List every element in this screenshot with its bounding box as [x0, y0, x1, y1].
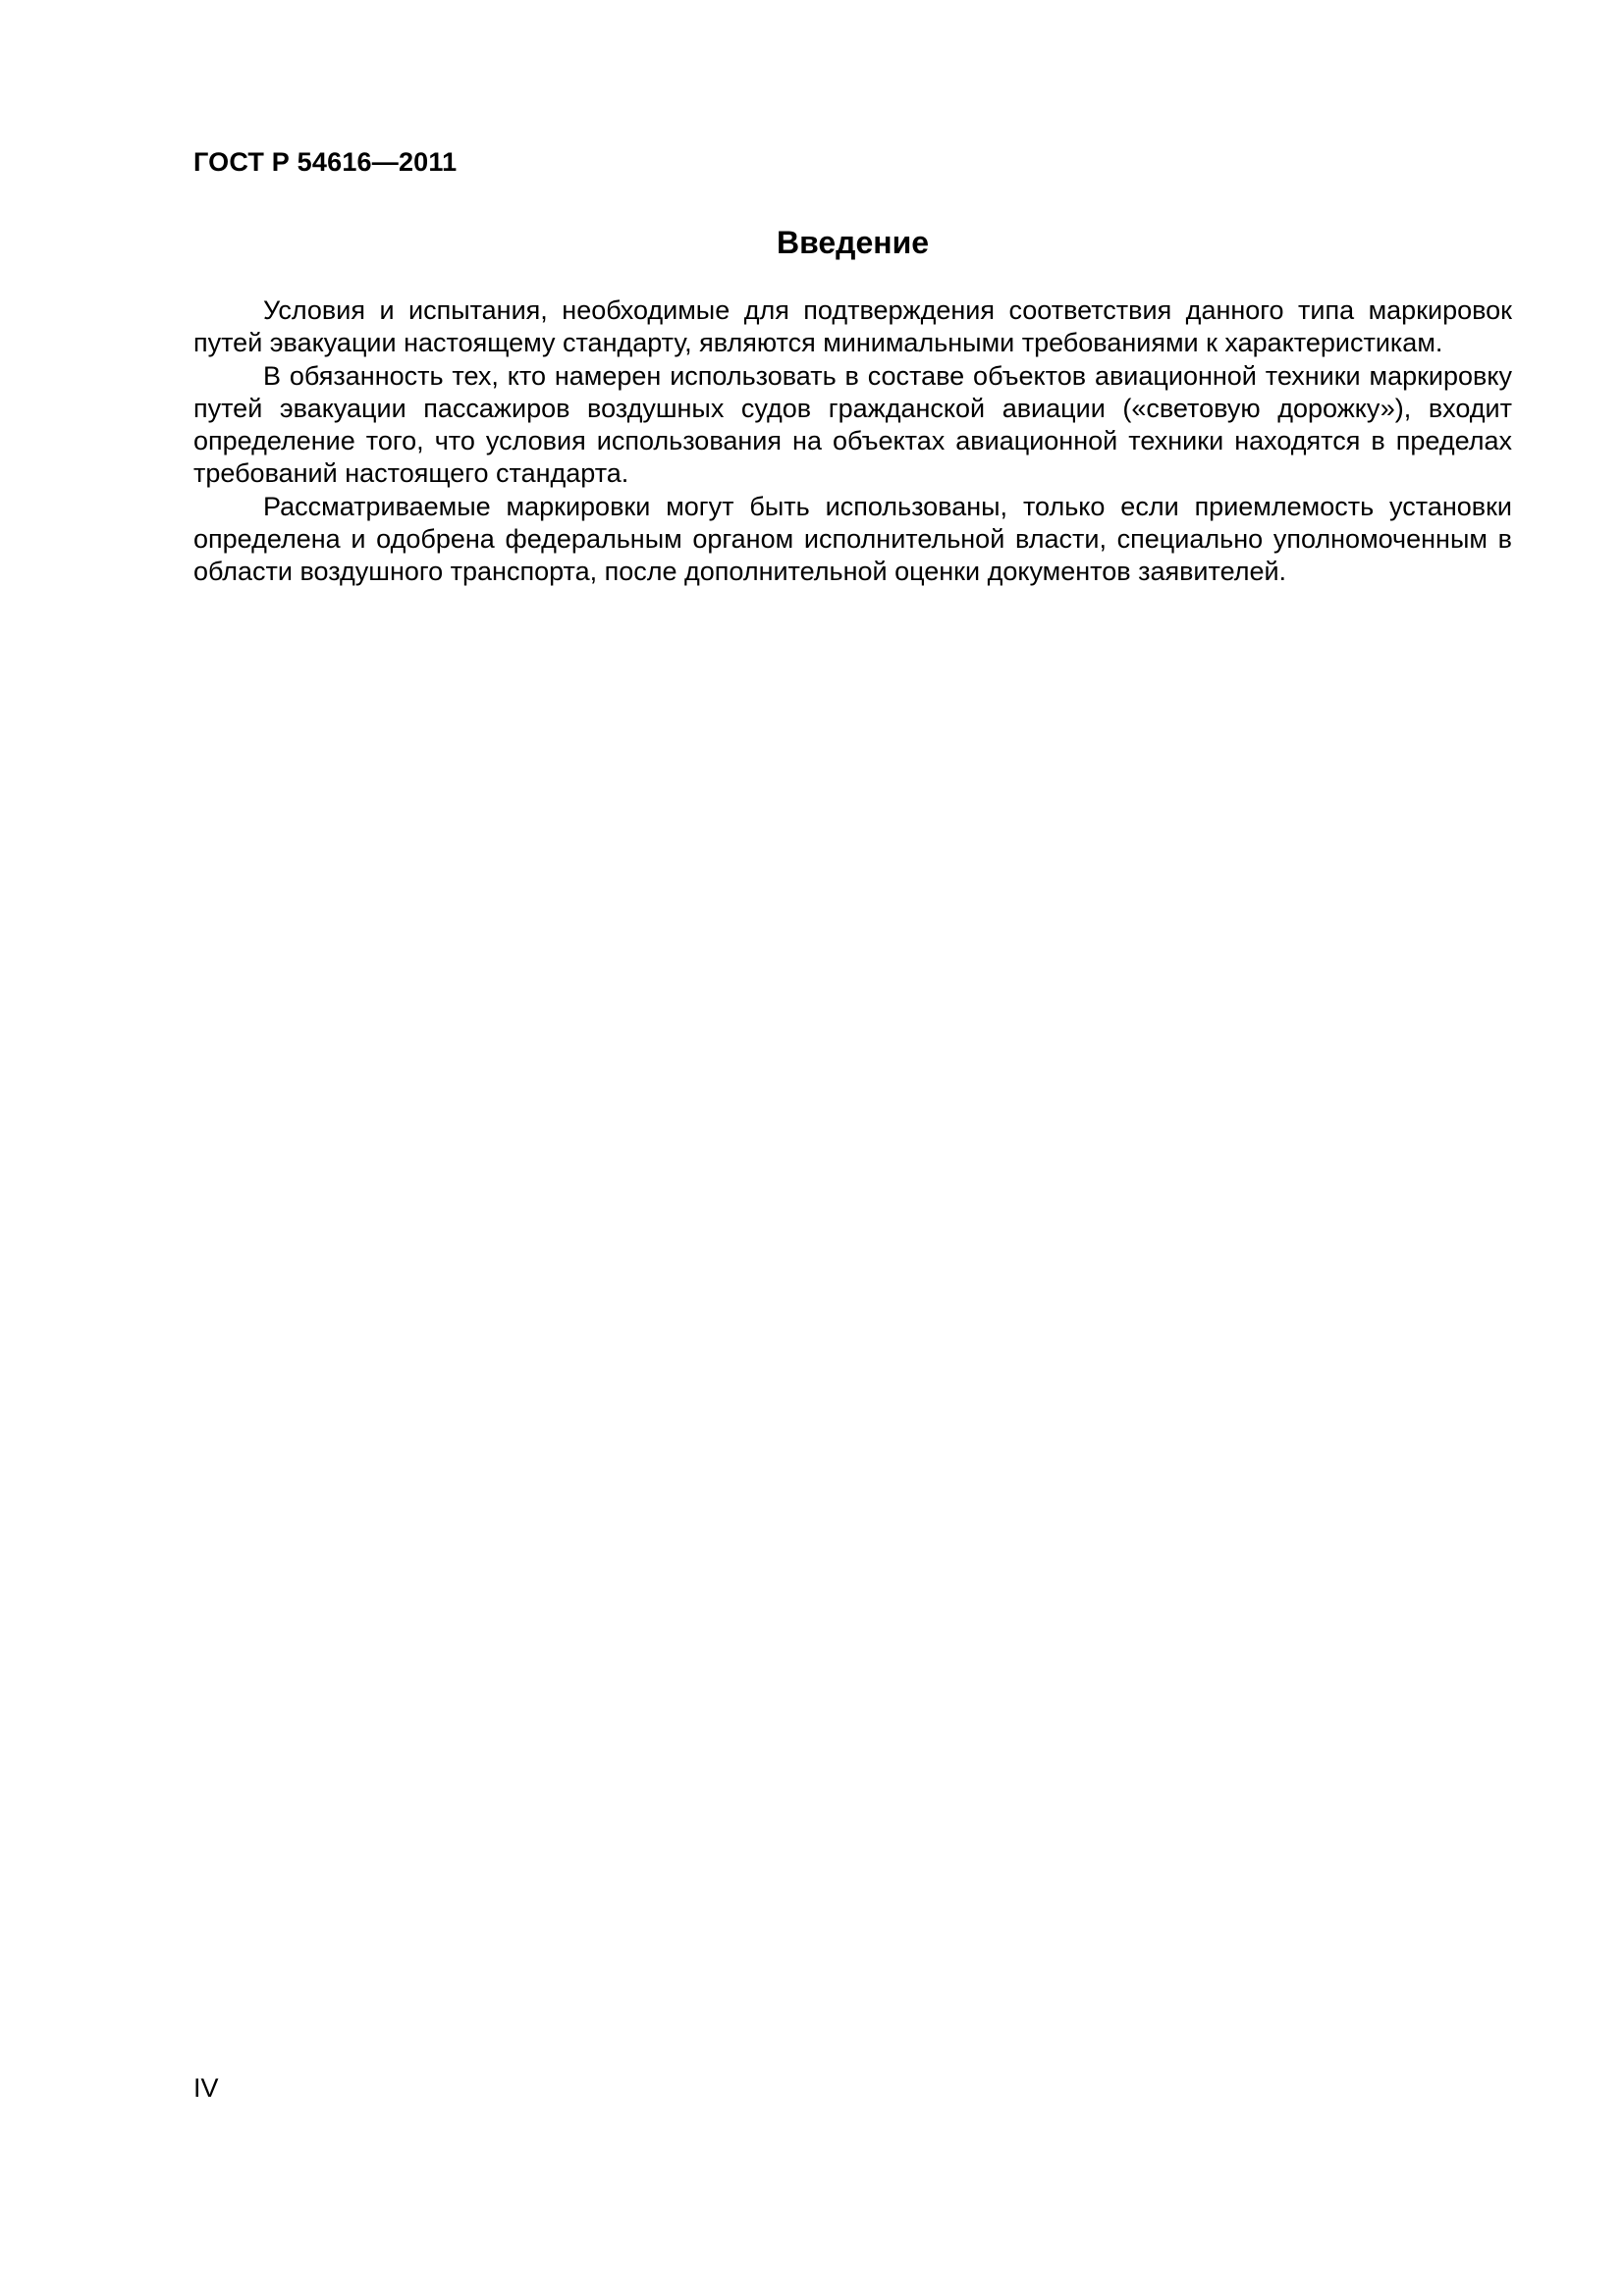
- paragraph: В обязанность тех, кто намерен использовать в составе объектов авиационной техники маркировку путей эвакуации пассажиров воздушных судов гражданской авиации («световую дорожку»), входит определение того, что условия использования на объектах авиационной техники находятся в пределах требований настоящего стандарта.: [193, 360, 1512, 489]
- introduction-body: [193, 294, 1512, 589]
- section-title: Введение: [776, 225, 930, 260]
- paragraph: Рассматриваемые маркировки могут быть использованы, только если приемлемость установки определена и одобрена федеральным органом исполнительной власти, специально уполномоченным в области воздушного транспорта, после дополнительной оценки документов заявителей.: [193, 491, 1512, 587]
- paragraph: Условия и испытания, необходимые для подтверждения соответствия данного типа маркировок путей эвакуации настоящему стандарту, являются минимальными требованиями к характеристикам.: [193, 295, 1512, 358]
- page-number: IV: [193, 2073, 219, 2103]
- document-code: ГОСТ Р 54616—2011: [193, 147, 458, 177]
